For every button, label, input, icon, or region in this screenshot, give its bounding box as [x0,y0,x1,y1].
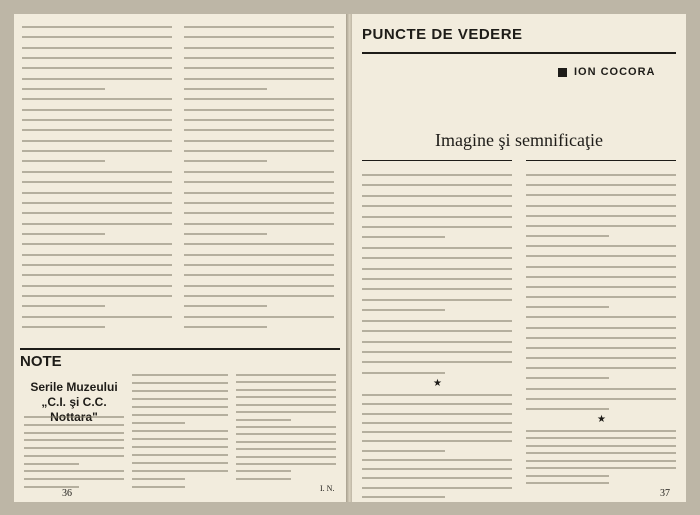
text-line-placeholder [132,414,228,416]
text-line-placeholder [22,223,172,225]
text-line-placeholder [362,496,445,498]
text-line-placeholder [362,361,512,363]
text-line-placeholder [526,445,676,447]
text-line-placeholder [184,192,334,194]
text-line-placeholder [22,109,172,111]
text-line-placeholder [236,381,336,383]
text-line-placeholder [362,459,512,461]
section-break-star: ★ [597,414,606,425]
left-page [14,14,348,502]
text-line-placeholder [132,462,228,464]
text-line-placeholder [132,390,228,392]
text-line-placeholder [526,357,676,359]
text-line-placeholder [526,482,609,484]
article-title: Imagine şi semnificaţie [435,130,603,150]
text-line-placeholder [362,174,512,176]
text-line-placeholder [362,184,512,186]
text-line-placeholder [362,422,512,424]
text-line-placeholder [184,243,334,245]
text-line-placeholder [22,171,172,173]
text-line-placeholder [526,276,676,278]
text-line-placeholder [184,67,334,69]
text-line-placeholder [362,205,512,207]
text-line-placeholder [22,57,172,59]
text-line-placeholder [184,26,334,28]
text-line-placeholder [362,195,512,197]
title-rule-left [362,160,512,161]
text-line-placeholder [132,454,228,456]
text-line-placeholder [362,278,512,280]
text-line-placeholder [362,320,512,322]
text-line-placeholder [526,235,609,237]
text-line-placeholder [526,430,676,432]
text-line-placeholder [22,192,172,194]
text-line-placeholder [526,225,676,227]
text-line-placeholder [184,129,334,131]
text-line-placeholder [236,419,291,421]
text-line-placeholder [526,377,609,379]
page-number-left: 36 [62,488,72,499]
text-line-placeholder [362,477,512,479]
text-line-placeholder [236,411,336,413]
note-text-column [132,374,228,488]
text-line-placeholder [526,255,676,257]
header-rule [362,52,676,54]
text-line-placeholder [184,274,334,276]
text-line-placeholder [526,452,676,454]
text-line-placeholder [236,441,336,443]
text-line-placeholder [184,150,334,152]
text-line-placeholder [526,437,676,439]
text-line-placeholder [362,299,512,301]
text-line-placeholder [184,140,334,142]
text-line-placeholder [132,406,228,408]
text-line-placeholder [526,296,676,298]
note-item-title: Serile Muzeului „C.I. şi C.C. [30,380,118,409]
text-line-placeholder [24,416,124,418]
text-line-placeholder [184,264,334,266]
text-line-placeholder [362,341,512,343]
text-line-placeholder [22,67,172,69]
text-line-placeholder [362,257,512,259]
text-line-placeholder [184,212,334,214]
text-line-placeholder [526,398,676,400]
text-line-placeholder [362,247,512,249]
text-line-placeholder [184,47,334,49]
text-line-placeholder [236,404,336,406]
text-line-placeholder [22,326,105,328]
text-line-placeholder [184,326,267,328]
text-line-placeholder [132,382,228,384]
text-line-placeholder [22,181,172,183]
text-line-placeholder [184,285,334,287]
article-text-column [526,430,676,484]
text-line-placeholder [24,463,79,465]
text-line-placeholder [526,337,676,339]
text-line-placeholder [132,438,228,440]
text-line-placeholder [184,171,334,173]
text-line-placeholder [184,254,334,256]
text-line-placeholder [132,478,185,480]
text-line-placeholder [132,422,185,424]
right-page [352,14,686,502]
text-line-placeholder [184,98,334,100]
note-top-rule [20,348,340,350]
text-line-placeholder [526,194,676,196]
text-line-placeholder [22,243,172,245]
text-line-placeholder [362,487,512,489]
article-text-column [362,394,512,498]
text-line-placeholder [184,36,334,38]
body-text-column [22,26,172,328]
text-line-placeholder [184,78,334,80]
text-line-placeholder [236,470,291,472]
text-line-placeholder [526,388,676,390]
text-line-placeholder [22,160,105,162]
text-line-placeholder [132,446,228,448]
text-line-placeholder [132,486,185,488]
text-line-placeholder [362,468,512,470]
text-line-placeholder [526,266,676,268]
author-initials: I. N. [320,484,335,493]
text-line-placeholder [236,478,291,480]
text-line-placeholder [22,26,172,28]
text-line-placeholder [132,374,228,376]
text-line-placeholder [22,316,172,318]
text-line-placeholder [526,245,676,247]
text-line-placeholder [132,430,228,432]
text-line-placeholder [526,475,609,477]
text-line-placeholder [184,223,334,225]
text-line-placeholder [362,236,445,238]
text-line-placeholder [22,264,172,266]
text-line-placeholder [362,440,512,442]
text-line-placeholder [362,216,512,218]
text-line-placeholder [526,327,676,329]
text-line-placeholder [22,36,172,38]
text-line-placeholder [362,450,445,452]
text-line-placeholder [22,254,172,256]
text-line-placeholder [236,374,336,376]
text-line-placeholder [22,285,172,287]
text-line-placeholder [526,174,676,176]
text-line-placeholder [184,305,267,307]
text-line-placeholder [22,274,172,276]
text-line-placeholder [362,351,512,353]
text-line-placeholder [22,305,105,307]
text-line-placeholder [526,286,676,288]
body-text-column [184,26,334,328]
text-line-placeholder [236,396,336,398]
text-line-placeholder [24,478,124,480]
title-rule-right [526,160,676,161]
text-line-placeholder [236,389,336,391]
text-line-placeholder [132,398,228,400]
text-line-placeholder [184,88,267,90]
text-line-placeholder [22,47,172,49]
text-line-placeholder [362,226,512,228]
text-line-placeholder [526,316,676,318]
text-line-placeholder [22,295,172,297]
text-line-placeholder [362,330,512,332]
text-line-placeholder [22,140,172,142]
text-line-placeholder [526,408,609,410]
text-line-placeholder [526,460,676,462]
text-line-placeholder [362,372,445,374]
byline-square-mark [558,68,567,77]
text-line-placeholder [362,268,512,270]
text-line-placeholder [22,119,172,121]
text-line-placeholder [362,431,512,433]
section-header: PUNCTE DE VEDERE [362,26,523,43]
text-line-placeholder [526,347,676,349]
text-line-placeholder [184,316,334,318]
text-line-placeholder [362,288,512,290]
text-line-placeholder [184,119,334,121]
text-line-placeholder [236,433,336,435]
text-line-placeholder [526,367,676,369]
text-line-placeholder [22,233,105,235]
text-line-placeholder [22,212,172,214]
text-line-placeholder [24,439,124,441]
text-line-placeholder [526,467,676,469]
text-line-placeholder [184,109,334,111]
note-section-label: NOTE [20,353,62,370]
text-line-placeholder [362,403,512,405]
text-line-placeholder [236,456,336,458]
text-line-placeholder [236,448,336,450]
text-line-placeholder [184,295,334,297]
text-line-placeholder [22,129,172,131]
text-line-placeholder [236,426,336,428]
text-line-placeholder [22,150,172,152]
text-line-placeholder [22,202,172,204]
text-line-placeholder [526,205,676,207]
article-text-column [526,174,676,410]
text-line-placeholder [24,432,124,434]
section-break-star: ★ [433,378,442,389]
text-line-placeholder [362,309,445,311]
text-line-placeholder [526,306,609,308]
text-line-placeholder [362,394,512,396]
text-line-placeholder [526,184,676,186]
article-text-column [362,174,512,374]
text-line-placeholder [22,88,105,90]
text-line-placeholder [362,413,512,415]
text-line-placeholder [24,447,124,449]
text-line-placeholder [184,202,334,204]
page-number-right: 37 [660,488,670,499]
text-line-placeholder [184,233,267,235]
text-line-placeholder [184,160,267,162]
author-name: ION COCORA [574,66,656,78]
text-line-placeholder [526,215,676,217]
text-line-placeholder [22,98,172,100]
text-line-placeholder [184,181,334,183]
text-line-placeholder [22,78,172,80]
text-line-placeholder [24,424,124,426]
note-text-column [24,416,124,488]
text-line-placeholder [236,463,336,465]
text-line-placeholder [184,57,334,59]
text-line-placeholder [24,455,124,457]
note-text-column [236,374,336,480]
text-line-placeholder [24,470,124,472]
text-line-placeholder [132,470,228,472]
